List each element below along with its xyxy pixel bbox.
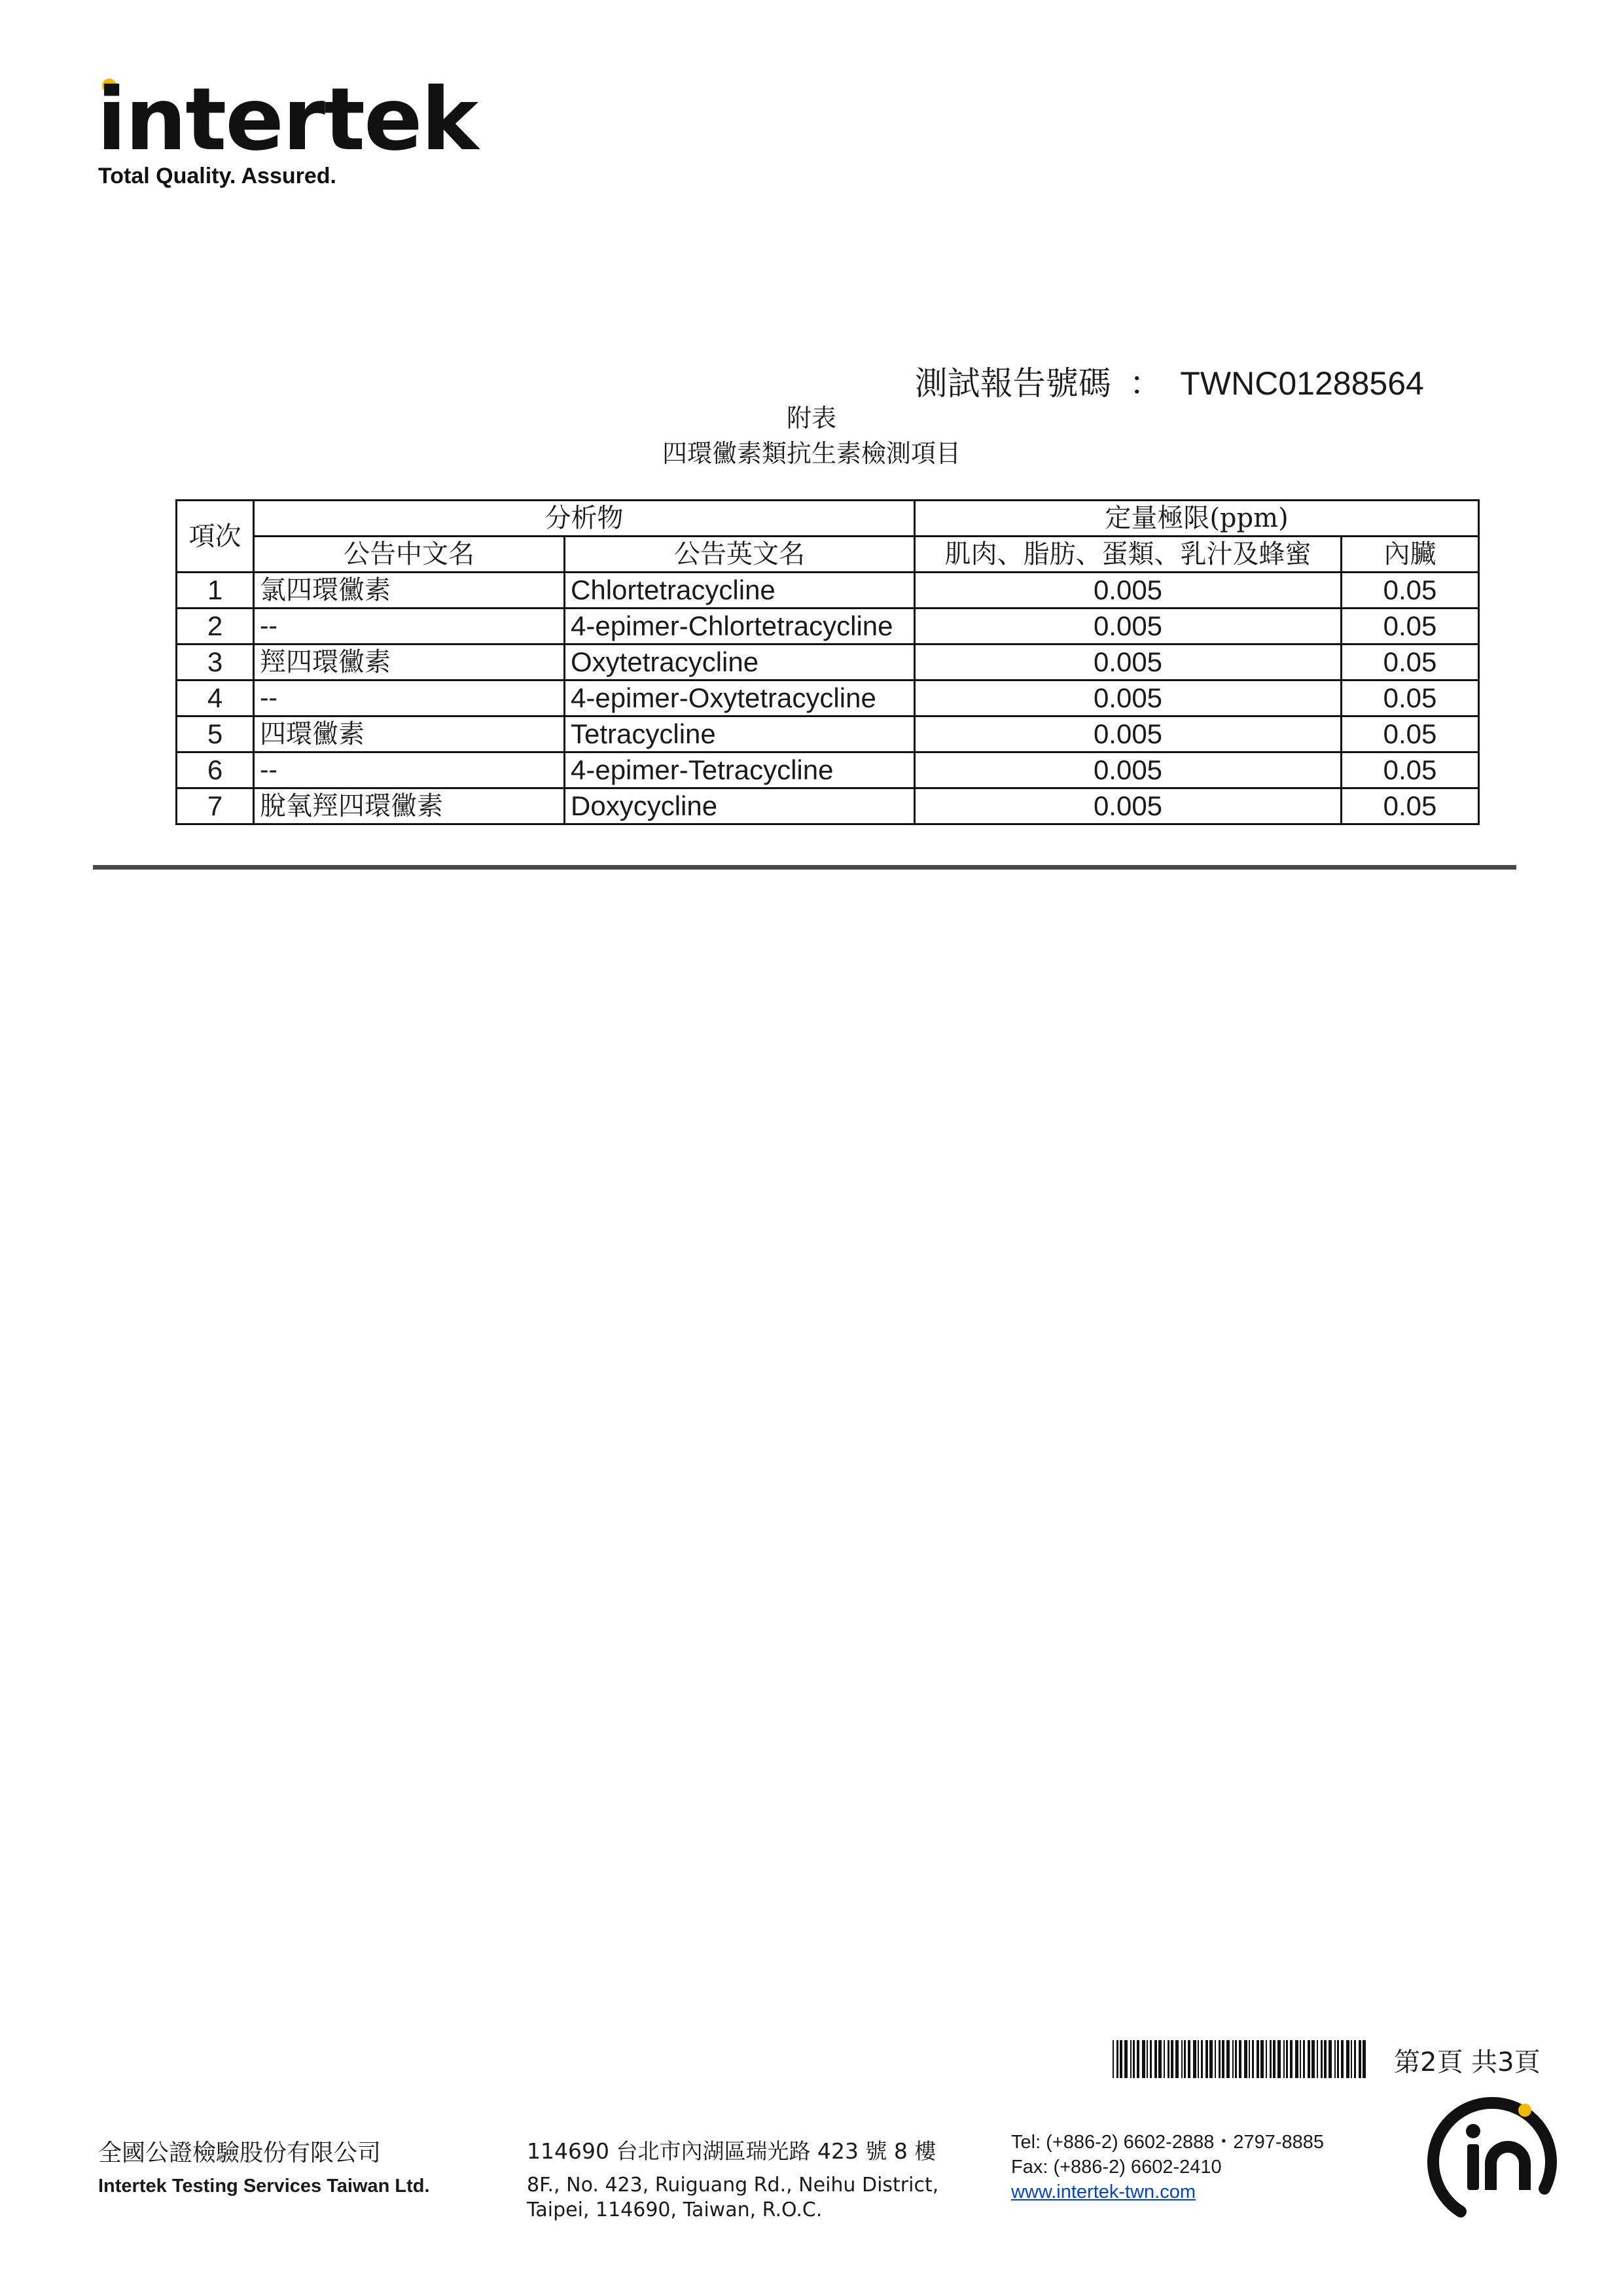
contact-tel: Tel: (+886-2) 6602-2888・2797-8885 <box>1011 2132 1325 2153</box>
cell-item-no: 7 <box>177 788 254 824</box>
company-name-zh: 全國公證檢驗股份有限公司 <box>98 2140 382 2166</box>
barcode-bar <box>1188 2040 1190 2078</box>
footer-contact <box>1011 2130 1324 2204</box>
cell-loq-muscle: 0.005 <box>915 752 1342 788</box>
barcode-bar <box>1232 2040 1234 2078</box>
cell-loq-organ: 0.05 <box>1342 645 1479 680</box>
barcode-bar <box>1295 2040 1298 2078</box>
address-zh: 114690 台北市內湖區瑞光路 423 號 8 樓 <box>527 2138 936 2164</box>
barcode-bar <box>1244 2040 1247 2078</box>
barcode-icon <box>1113 2040 1368 2078</box>
barcode-bar <box>1130 2040 1132 2078</box>
cell-item-no: 4 <box>177 680 254 716</box>
barcode-bar <box>1283 2040 1285 2078</box>
barcode-bar <box>1257 2040 1259 2078</box>
contact-fax: Fax: (+886-2) 6602-2410 <box>1011 2157 1222 2178</box>
appendix-title: 附表 <box>786 404 836 433</box>
cell-en-name: 4-epimer-Tetracycline <box>565 752 915 788</box>
barcode-bar <box>1142 2040 1145 2078</box>
barcode-bar <box>1321 2040 1323 2078</box>
barcode-bar <box>1209 2040 1213 2078</box>
table-row <box>177 716 1479 752</box>
barcode-bar <box>1252 2040 1254 2078</box>
barcode-bar <box>1290 2040 1293 2078</box>
cell-en-name: Chlortetracycline <box>565 573 915 609</box>
section-divider <box>93 865 1516 870</box>
header-loq: 定量極限(ppm) <box>915 501 1479 537</box>
barcode-bar <box>1273 2040 1275 2078</box>
header-item-no: 項次 <box>177 501 254 573</box>
barcode-bar <box>1334 2040 1336 2078</box>
barcode-bar <box>1351 2040 1352 2078</box>
intertek-logo <box>97 69 478 188</box>
barcode-bar <box>1239 2040 1241 2078</box>
cell-en-name: Doxycycline <box>565 788 915 824</box>
results-table <box>175 499 1480 825</box>
intertek-in-mark-icon <box>1420 2091 1564 2234</box>
barcode-bar <box>1120 2040 1122 2078</box>
cell-zh-name: -- <box>254 680 565 716</box>
table-subheader-row <box>177 537 1479 573</box>
barcode-bar <box>1235 2040 1237 2078</box>
logo-tagline: Total Quality. Assured. <box>98 164 336 188</box>
barcode-bar <box>1175 2040 1179 2078</box>
barcode-bar <box>1150 2040 1152 2078</box>
cell-zh-name: 脫氧羥四環黴素 <box>254 788 565 824</box>
barcode-bar <box>1303 2040 1305 2078</box>
cell-item-no: 6 <box>177 752 254 788</box>
cell-item-no: 5 <box>177 716 254 752</box>
barcode-bar <box>1116 2040 1118 2078</box>
cell-loq-organ: 0.05 <box>1342 573 1479 609</box>
footer-address <box>527 2134 938 2223</box>
barcode-bar <box>1168 2040 1169 2078</box>
header-en-name: 公告英文名 <box>565 537 915 573</box>
cell-zh-name: -- <box>254 609 565 645</box>
cell-en-name: Oxytetracycline <box>565 645 915 680</box>
barcode-bar <box>1171 2040 1173 2078</box>
address-en-line2: Taipei, 114690, Taiwan, R.O.C. <box>527 2199 823 2221</box>
header-organ: 內臟 <box>1342 537 1479 573</box>
table-row <box>177 609 1479 645</box>
table-header-row <box>177 501 1479 537</box>
cell-loq-muscle: 0.005 <box>915 680 1342 716</box>
barcode-bar <box>1198 2040 1199 2078</box>
table-row <box>177 645 1479 680</box>
cell-loq-muscle: 0.005 <box>915 645 1342 680</box>
table-row <box>177 680 1479 716</box>
cell-item-no: 3 <box>177 645 254 680</box>
barcode-bar <box>1324 2040 1327 2078</box>
barcode-bar <box>1317 2040 1318 2078</box>
barcode-bar <box>1359 2040 1361 2078</box>
barcode-bar <box>1137 2040 1139 2078</box>
barcode-bar <box>1341 2040 1344 2078</box>
cell-item-no: 1 <box>177 573 254 609</box>
barcode-bar <box>1201 2040 1203 2078</box>
appendix-subtitle: 四環黴素類抗生素檢測項目 <box>662 439 961 468</box>
cell-item-no: 2 <box>177 609 254 645</box>
address-en-line1: 8F., No. 423, Ruiguang Rd., Neihu District, <box>527 2174 939 2197</box>
barcode-bar <box>1286 2040 1288 2078</box>
cell-loq-muscle: 0.005 <box>915 788 1342 824</box>
barcode-bar <box>1308 2040 1310 2078</box>
company-name-en: Intertek Testing Services Taiwan Ltd. <box>98 2176 430 2197</box>
header-zh-name: 公告中文名 <box>254 537 565 573</box>
barcode-bar <box>1329 2040 1332 2078</box>
barcode-bar <box>1300 2040 1301 2078</box>
cell-loq-organ: 0.05 <box>1342 752 1479 788</box>
barcode-bar <box>1346 2040 1349 2078</box>
report-number-value: TWNC01288564 <box>1180 365 1424 402</box>
barcode-bar <box>1337 2040 1339 2078</box>
barcode-bar <box>1363 2040 1366 2078</box>
cell-loq-organ: 0.05 <box>1342 680 1479 716</box>
cell-loq-organ: 0.05 <box>1342 609 1479 645</box>
barcode-bar <box>1124 2040 1128 2078</box>
website-link[interactable]: www.intertek-twn.com <box>1011 2181 1196 2202</box>
barcode-bar <box>1113 2040 1114 2078</box>
header-muscle: 肌肉、脂肪、蛋類、乳汁及蜂蜜 <box>915 537 1342 573</box>
barcode-bar <box>1311 2040 1315 2078</box>
cell-en-name: Tetracycline <box>565 716 915 752</box>
cell-loq-muscle: 0.005 <box>915 573 1342 609</box>
table-row <box>177 752 1479 788</box>
barcode-bar <box>1193 2040 1196 2078</box>
barcode-bar <box>1249 2040 1250 2078</box>
barcode-bar <box>1277 2040 1281 2078</box>
barcode-bar <box>1181 2040 1183 2078</box>
barcode-bar <box>1184 2040 1186 2078</box>
cell-en-name: 4-epimer-Oxytetracycline <box>565 680 915 716</box>
cell-loq-muscle: 0.005 <box>915 716 1342 752</box>
logo-wordmark: intertek <box>97 69 478 170</box>
barcode-bar <box>1147 2040 1148 2078</box>
barcode-bar <box>1133 2040 1135 2078</box>
table-row <box>177 573 1479 609</box>
barcode-bar <box>1215 2040 1216 2078</box>
report-number-separator: ： <box>1129 365 1162 402</box>
barcode-bar <box>1222 2040 1224 2078</box>
cell-zh-name: 氯四環黴素 <box>254 573 565 609</box>
report-number-line <box>897 319 1424 404</box>
table-row <box>177 788 1479 824</box>
cell-zh-name: -- <box>254 752 565 788</box>
barcode-bar <box>1205 2040 1208 2078</box>
barcode-bar <box>1270 2040 1272 2078</box>
barcode-bar <box>1266 2040 1267 2078</box>
cell-zh-name: 羥四環黴素 <box>254 645 565 680</box>
barcode-bar <box>1154 2040 1157 2078</box>
barcode-bar <box>1164 2040 1165 2078</box>
page-number: 第2頁 共3頁 <box>1394 2047 1541 2077</box>
cell-zh-name: 四環黴素 <box>254 716 565 752</box>
cell-en-name: 4-epimer-Chlortetracycline <box>565 609 915 645</box>
barcode-bar <box>1158 2040 1162 2078</box>
cell-loq-organ: 0.05 <box>1342 788 1479 824</box>
barcode-bar <box>1260 2040 1264 2078</box>
barcode-bar <box>1354 2040 1356 2078</box>
cell-loq-muscle: 0.005 <box>915 609 1342 645</box>
header-analyte: 分析物 <box>254 501 915 537</box>
cell-loq-organ: 0.05 <box>1342 716 1479 752</box>
report-number-label: 測試報告號碼 <box>914 364 1111 402</box>
barcode-bar <box>1226 2040 1230 2078</box>
barcode-bar <box>1219 2040 1221 2078</box>
footer-company <box>98 2134 430 2197</box>
